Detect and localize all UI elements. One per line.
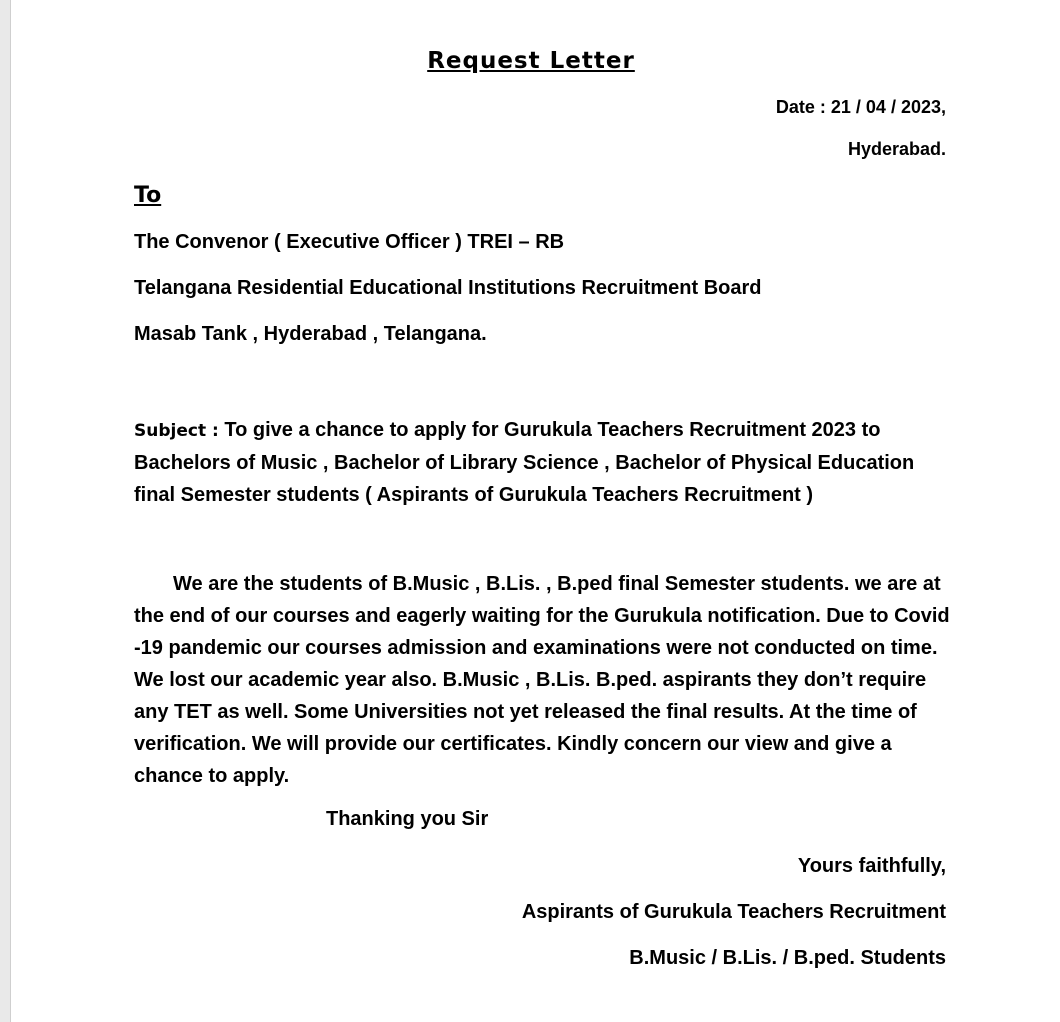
closing-line-2: Aspirants of Gurukula Teachers Recruitment [521, 901, 946, 923]
letter-title: Request Letter [427, 48, 635, 74]
recipient-line-2: Telangana Residential Educational Institutions Recruitment Board [134, 277, 762, 299]
to-label: To [134, 183, 162, 208]
recipient-line-1: The Convenor ( Executive Officer ) TREI – RB [134, 231, 565, 253]
recipient-line-3: Masab Tank , Hyderabad , Telangana. [134, 323, 487, 345]
thanks-line: Thanking you Sir [326, 808, 489, 830]
body-paragraph: We are the students of B.Music , B.Lis. , B.ped final Semester students. we are at the end of our courses and eagerly waiting for the Gurukula notification. Due to Covid -19 pandemic our courses admission and examinations were not conducted on time. We lost our academic year also. B.Music , B.Lis. B.ped. aspirants they don’t require any TET as well. Some Universities not yet released the final results. At the time of verification. We will provide our certificates. Kindly concern our view and give a chance to apply. [134, 573, 950, 787]
subject-block [134, 414, 954, 511]
closing-line-1: Yours faithfully, [797, 855, 946, 877]
date-line: Date : 21 / 04 / 2023, [775, 97, 946, 117]
subject-text: To give a chance to apply for Gurukula Teachers Recruitment 2023 to Bachelors of Music , Bachelor of Library Science , Bachelor of Physical Education final Semester students ( Aspirants of Gurukula Teachers Recruitment ) [134, 419, 915, 506]
place-line: Hyderabad. [847, 139, 946, 159]
letter-page [10, 0, 1060, 1022]
closing-line-3: B.Music / B.Lis. / B.ped. Students [629, 947, 946, 969]
subject-label: Subject : [134, 421, 219, 441]
